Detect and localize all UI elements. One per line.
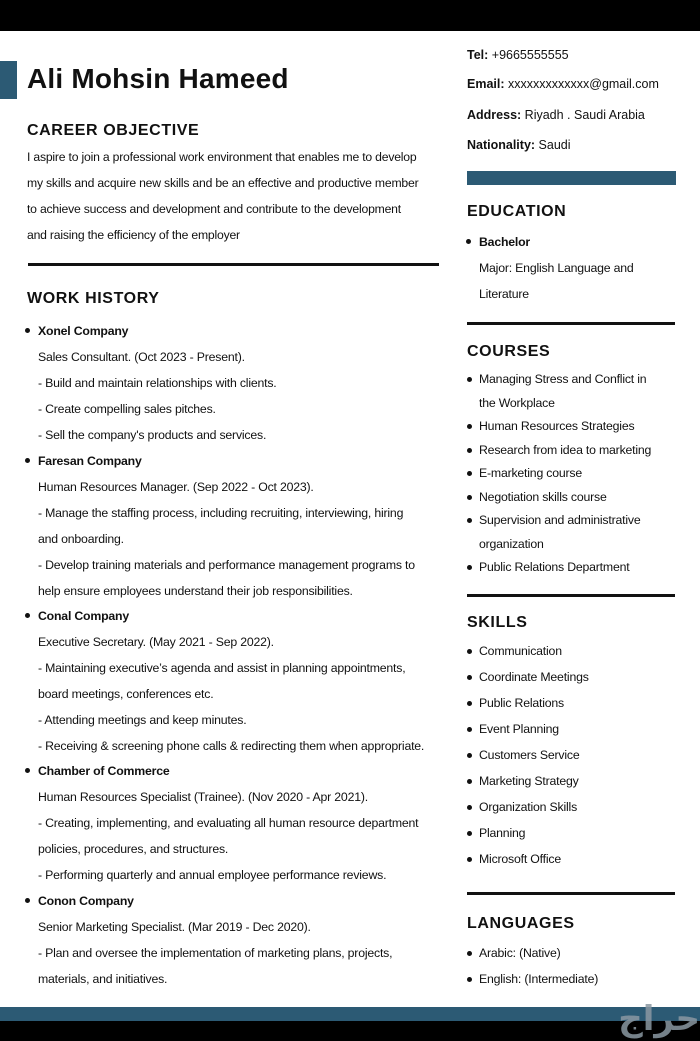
job-line: and onboarding. [38,532,124,546]
job-company: Faresan Company [38,454,142,468]
course-text: the Workplace [479,395,555,410]
skill-text: Coordinate Meetings [479,670,589,684]
education-heading: EDUCATION [467,203,567,220]
email-label: Email: [467,77,505,91]
job-line: - Create compelling sales pitches. [38,402,216,416]
section-divider [467,594,675,597]
skill-item [479,820,694,846]
bullet-icon [466,239,471,244]
skill-item [479,846,694,872]
bullet-icon [467,649,472,654]
nationality-value: Saudi [538,138,571,152]
course-text: Supervision and administrative [479,513,641,527]
address-label: Address: [467,108,522,122]
skill-text: Planning [479,826,526,840]
language-text: Arabic: (Native) [479,946,561,960]
name-accent-bar [0,61,17,99]
bullet-icon [25,458,30,463]
job-entry [38,318,448,448]
job-entry [38,448,448,604]
course-item [479,486,694,510]
skill-text: Communication [479,644,562,658]
course-text: Negotiation skills course [479,489,607,504]
work-history-heading: WORK HISTORY [27,290,160,307]
bullet-icon [25,328,30,333]
skill-item [479,716,694,742]
tel-label: Tel: [467,48,489,62]
bullet-icon [25,613,30,618]
education-line: Major: English Language and [479,261,634,275]
tel-value: +9665555555 [491,48,569,62]
bullet-icon [467,518,472,523]
job-company: Conal Company [38,609,130,623]
bullet-icon [467,701,472,706]
job-entry [38,603,448,759]
course-item [479,462,694,486]
job-line: help ensure employees understand their job responsibilities. [38,584,353,598]
course-text: Managing Stress and Conflict in [479,372,647,386]
languages-list [479,940,694,992]
job-line: Sales Consultant. (Oct 2023 - Present). [38,350,245,364]
education-line: Literature [479,287,529,301]
course-text: Public Relations Department [479,560,630,574]
skills-heading: SKILLS [467,614,528,631]
language-item [479,940,694,966]
job-company: Xonel Company [38,324,129,338]
bullet-icon [467,565,472,570]
course-item [479,415,694,439]
bullet-icon [467,977,472,982]
top-black-bar [0,0,700,31]
job-line: - Build and maintain relationships with clients. [38,376,277,390]
skill-text: Customers Service [479,748,580,762]
candidate-name: Ali Mohsin Hameed [27,63,289,94]
languages-heading: LANGUAGES [467,915,575,932]
job-line: - Performing quarterly and annual employee performance reviews. [38,868,387,882]
bullet-icon [467,727,472,732]
skill-item [479,768,694,794]
job-line: Senior Marketing Specialist. (Mar 2019 - Dec 2020). [38,920,311,934]
skill-item [479,638,694,664]
contact-email [467,77,659,91]
course-item [479,368,694,415]
bullet-icon [467,471,472,476]
bullet-icon [467,951,472,956]
job-entry [38,888,448,992]
job-line: - Develop training materials and performance management programs to [38,558,415,572]
education-degree: Bachelor [479,235,531,249]
course-item [479,556,694,580]
job-company: Conon Company [38,894,134,908]
career-objective-heading: CAREER OBJECTIVE [27,122,200,139]
bullet-icon [25,768,30,773]
job-line: - Sell the company's products and services. [38,428,267,442]
objective-line: my skills and acquire new skills and be an effective and productive member [27,176,419,190]
skill-text: Organization Skills [479,800,578,814]
nationality-label: Nationality: [467,138,536,152]
bullet-icon [467,424,472,429]
job-line: - Plan and oversee the implementation of marketing plans, projects, [38,946,393,960]
course-text: Human Resources Strategies [479,419,635,433]
address-value: Riyadh . Saudi Arabia [524,108,645,122]
skill-text: Public Relations [479,696,564,710]
contact-divider-bar [467,171,676,185]
bullet-icon [467,753,472,758]
job-entry [38,758,448,888]
job-line: - Attending meetings and keep minutes. [38,713,247,727]
section-divider [467,892,675,895]
contact-nationality [467,138,571,152]
career-objective-text [27,144,447,248]
section-divider [28,263,439,266]
section-divider [467,322,675,325]
skill-item [479,794,694,820]
objective-line: to achieve success and development and contribute to the development [27,202,401,216]
courses-heading: COURSES [467,343,551,360]
language-text: English: (Intermediate) [479,972,599,986]
language-item [479,966,694,992]
objective-line: and raising the efficiency of the employer [27,228,240,242]
contact-address [467,108,645,122]
skills-list [479,638,694,872]
course-text: Research from idea to marketing [479,442,652,457]
course-text: E-marketing course [479,466,583,480]
skill-item [479,742,694,768]
bullet-icon [467,805,472,810]
objective-line: I aspire to join a professional work environment that enables me to develop [27,150,417,164]
course-item [479,509,694,556]
haraj-watermark: حراج [618,999,700,1039]
skill-item [479,690,694,716]
job-line: Human Resources Manager. (Sep 2022 - Oct 2023). [38,480,314,494]
courses-list [479,368,694,580]
course-text: organization [479,536,544,551]
job-line: Human Resources Specialist (Trainee). (Nov 2020 - Apr 2021). [38,790,368,804]
course-item [479,439,694,463]
bullet-icon [467,831,472,836]
bullet-icon [467,779,472,784]
job-line: - Receiving & screening phone calls & redirecting them when appropriate. [38,739,425,753]
bullet-icon [467,448,472,453]
skill-text: Marketing Strategy [479,774,579,788]
bullet-icon [467,857,472,862]
job-line: materials, and initiatives. [38,972,168,986]
bullet-icon [467,675,472,680]
bullet-icon [467,377,472,382]
skill-text: Event Planning [479,722,559,736]
email-value: xxxxxxxxxxxxx@gmail.com [508,77,659,91]
job-line: - Manage the staffing process, including recruiting, interviewing, hiring [38,506,404,520]
job-line: Executive Secretary. (May 2021 - Sep 2022). [38,635,274,649]
contact-tel [467,48,569,62]
bullet-icon [467,495,472,500]
skill-item [479,664,694,690]
education-entry [479,229,694,307]
job-company: Chamber of Commerce [38,764,170,778]
bullet-icon [25,898,30,903]
job-line: - Maintaining executive’s agenda and assist in planning appointments, [38,661,406,675]
job-line: board meetings, conferences etc. [38,687,214,701]
skill-text: Microsoft Office [479,852,561,866]
job-line: - Creating, implementing, and evaluating all human resource department [38,816,419,830]
job-line: policies, procedures, and structures. [38,842,229,856]
